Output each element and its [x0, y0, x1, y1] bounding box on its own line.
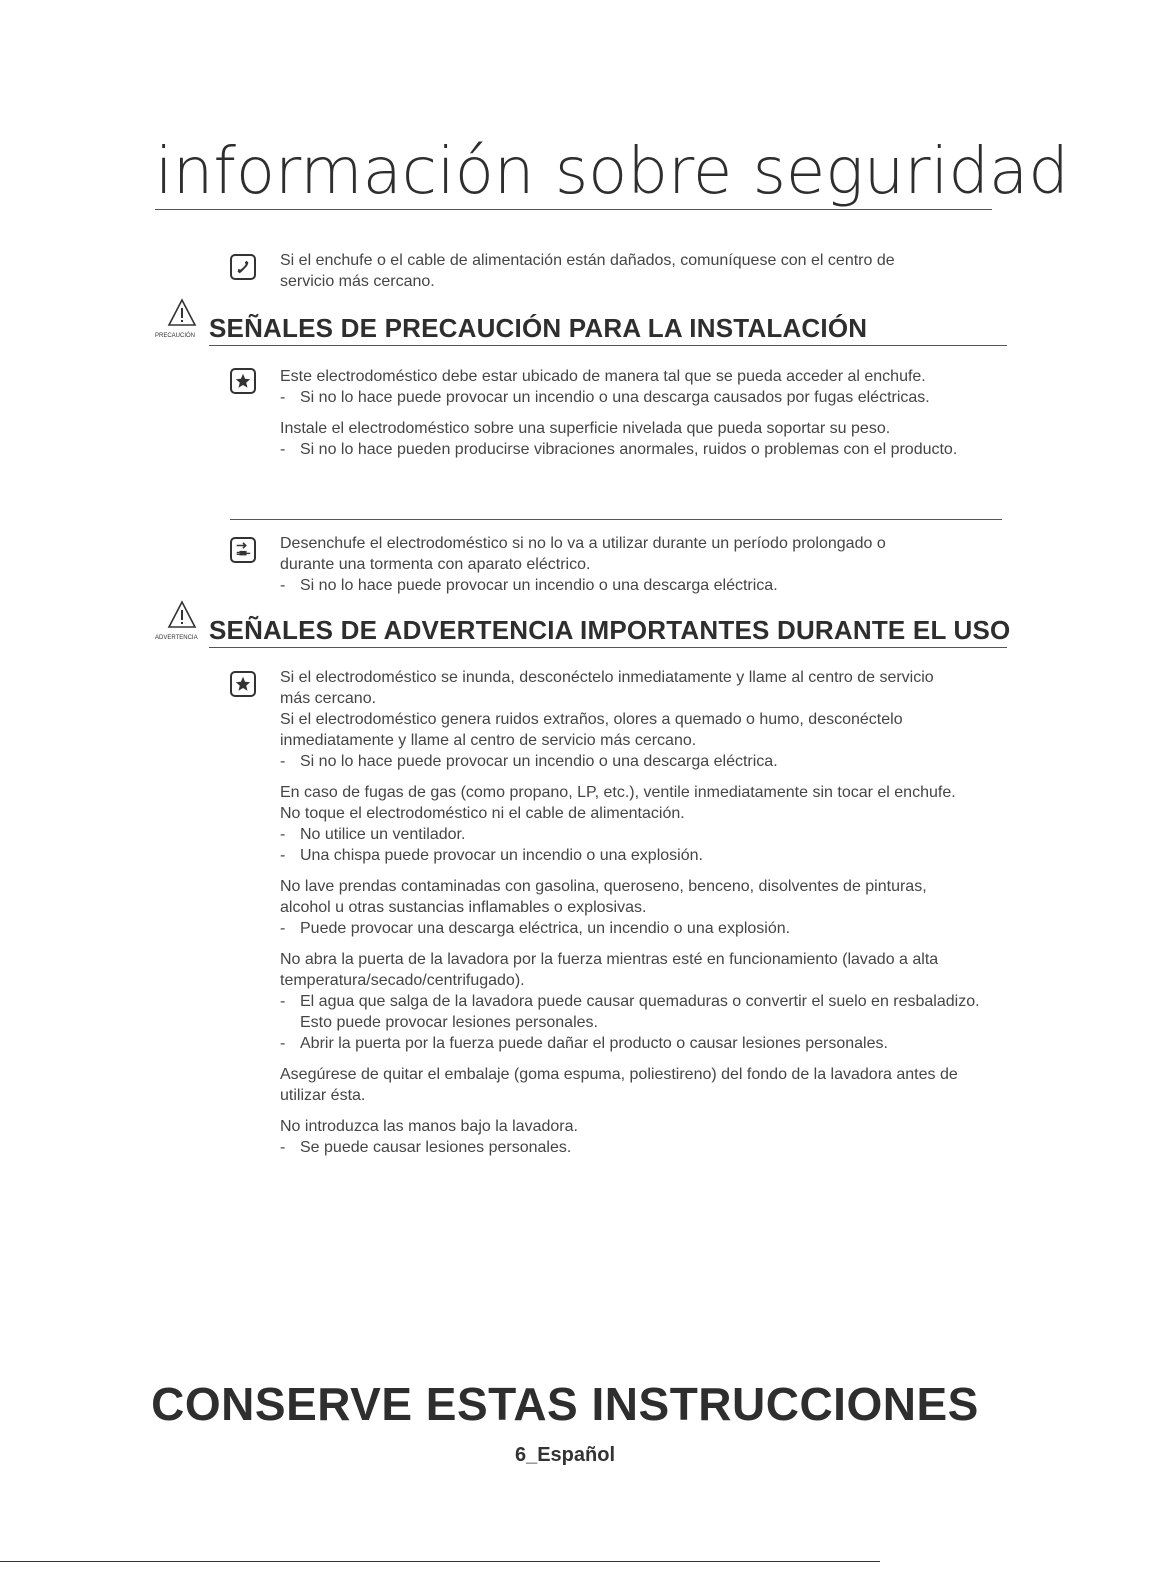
- warning-label: ADVERTENCIA: [155, 635, 198, 641]
- warning-sub: - Puede provocar una descarga eléctrica, un incendio o una explosión.: [280, 920, 791, 937]
- section-heading-usage: [155, 600, 1011, 650]
- title-rule: [155, 209, 992, 210]
- warning-text: Si el electrodoméstico se inunda, desconéctelo inmediatamente y llame al centro de servicio más cercano.: [280, 669, 934, 707]
- section-heading-installation: [155, 298, 992, 348]
- service-notice-text: Si el enchufe o el cable de alimentación están dañados, comuníquese con el centro de servicio más cercano.: [280, 252, 895, 290]
- phone-icon: [230, 254, 256, 280]
- warning-sub: - El agua que salga de la lavadora puede causar quemaduras o convertir el suelo en resbaladizo.: [280, 993, 980, 1010]
- divider: [230, 519, 1002, 520]
- warning-text: No lave prendas contaminadas con gasolina, queroseno, benceno, disolventes de pinturas, alcohol u otras sustancias inflamables o explosivas.: [280, 878, 927, 916]
- warning-sub: - Abrir la puerta por la fuerza puede dañar el producto o causar lesiones personales.: [280, 1035, 888, 1052]
- item-sub: - Si no lo hace puede provocar un incendio o una descarga causados por fugas eléctricas.: [280, 389, 930, 406]
- warning-text: No introduzca las manos bajo la lavadora.: [280, 1118, 578, 1135]
- item-text: Desenchufe el electrodoméstico si no lo va a utilizar durante un período prolongado o durante una tormenta con aparato eléctrico.: [280, 535, 886, 573]
- warning-text: No abra la puerta de la lavadora por la fuerza mientras esté en funcionamiento (lavado a alta temperatura/secado/centrifugado).: [280, 951, 939, 989]
- warning-sub: - No utilice un ventilador.: [280, 826, 466, 843]
- warning-text: Asegúrese de quitar el embalaje (goma espuma, poliestireno) del fondo de la lavadora antes de utilizar ésta.: [280, 1066, 958, 1104]
- unplug-icon: [230, 537, 256, 563]
- warning-sub: - Una chispa puede provocar un incendio o una explosión.: [280, 847, 703, 864]
- section-heading-text: SEÑALES DE ADVERTENCIA IMPORTANTES DURANTE EL USO: [209, 615, 1011, 645]
- star-icon: [230, 671, 256, 697]
- warning-text: En caso de fugas de gas (como propano, LP, etc.), ventile inmediatamente sin tocar el enchufe. No toque el electrodoméstico ni el cable de alimentación.: [280, 784, 956, 822]
- warning-sub: Esto puede provocar lesiones personales.: [300, 1014, 598, 1031]
- section-heading-text: SEÑALES DE PRECAUCIÓN PARA LA INSTALACIÓN: [209, 313, 868, 343]
- installation-item-1: [230, 366, 1000, 460]
- warning-symbol: [155, 600, 207, 648]
- caution-triangle-icon: [167, 298, 197, 328]
- warning-sub: - Si no lo hace puede provocar un incendio o una descarga eléctrica.: [280, 753, 778, 770]
- item-sub: - Si no lo hace puede provocar un incendio o una descarga eléctrica.: [280, 577, 778, 594]
- caution-label: PRECAUCIÓN: [155, 333, 196, 339]
- page-number: 6_Español: [514, 1444, 616, 1466]
- warning-text: Si el electrodoméstico genera ruidos extraños, olores a quemado o humo, desconéctelo inmediatamente y llame al centro de servicio más cercano.: [280, 711, 903, 749]
- footer-title: CONSERVE ESTAS INSTRUCCIONES: [151, 1378, 979, 1430]
- star-icon: [230, 368, 256, 394]
- service-notice: [230, 250, 1000, 292]
- item-text: Este electrodoméstico debe estar ubicado de manera tal que se pueda acceder al enchufe.: [280, 368, 926, 385]
- heading-rule: [209, 345, 1007, 346]
- caution-symbol: [155, 298, 207, 346]
- installation-item-2: [230, 533, 1000, 596]
- item-sub: - Si no lo hace pueden producirse vibraciones anormales, ruidos o problemas con el producto.: [280, 441, 958, 458]
- warning-sub: - Se puede causar lesiones personales.: [280, 1139, 572, 1156]
- page-title: información sobre seguridad: [155, 135, 1069, 209]
- bottom-rule: [0, 1561, 880, 1562]
- warning-triangle-icon: [167, 600, 197, 630]
- heading-rule: [209, 647, 1007, 648]
- usage-warnings: [230, 667, 1000, 1158]
- item-text: Instale el electrodoméstico sobre una superficie nivelada que pueda soportar su peso.: [280, 420, 891, 437]
